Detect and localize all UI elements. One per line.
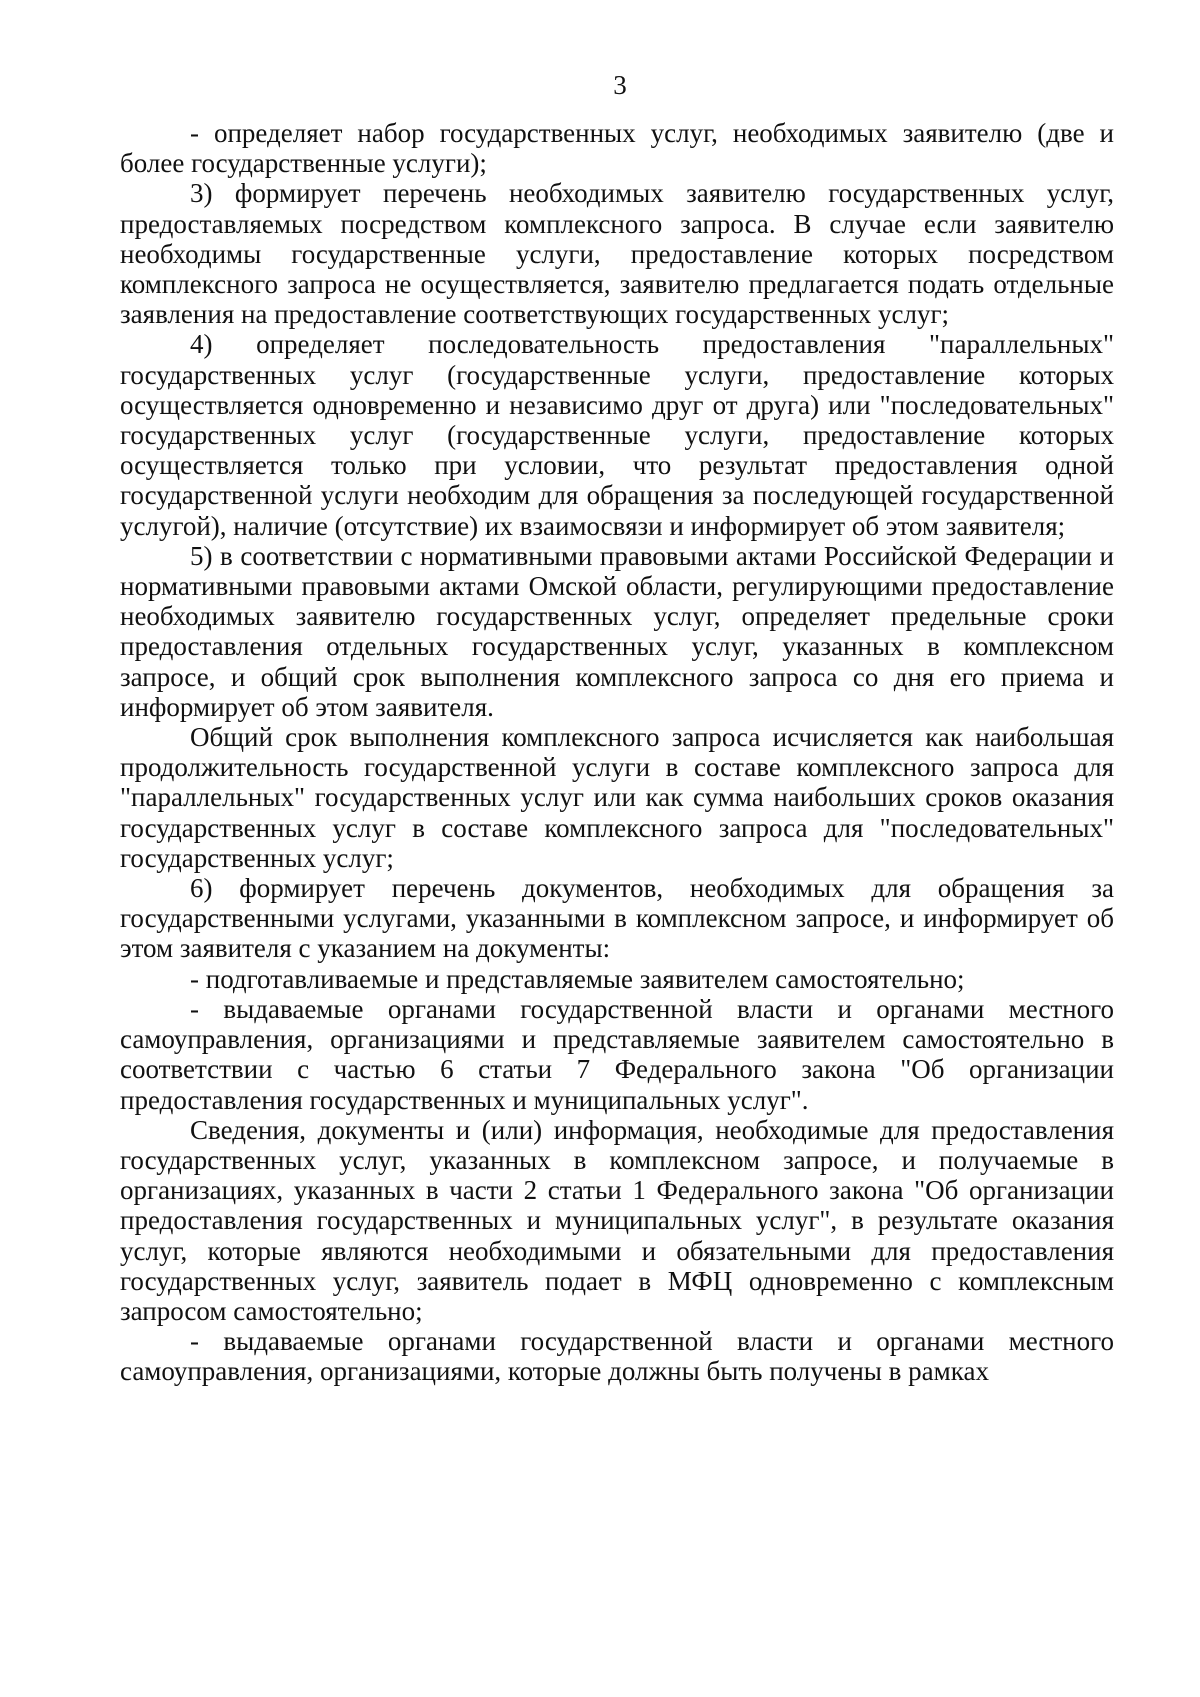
paragraph: 4) определяет последовательность предоставления "параллельных" государственных услуг (государственные услуги, предоставление которых осуществляется одновременно и независимо друг от друга) или "последовательных" государственных услуг (государственные услуги, предоставление которых осуществляется только при условии, что результат предоставления одной государственной услуги необходим для обращения за последующей государственной услугой), наличие (отсутствие) их взаимосвязи и информирует об этом заявителя; — [120, 329, 1114, 541]
page-number: 3 — [613, 70, 627, 100]
paragraph: - выдаваемые органами государственной власти и органами местного самоуправления, организациями, которые должны быть получены в рамках — [120, 1326, 1114, 1387]
document-body — [120, 118, 1114, 1387]
paragraph: 3) формирует перечень необходимых заявителю государственных услуг, предоставляемых посредством комплексного запроса. В случае если заявителю необходимы государственные услуги, предоставление которых посредством комплексного запроса не осуществляется, заявителю предлагается подать отдельные заявления на предоставление соответствующих государственных услуг; — [120, 178, 1114, 330]
paragraph: Общий срок выполнения комплексного запроса исчисляется как наибольшая продолжительность государственной услуги в составе комплексного запроса для "параллельных" государственных услуг или как сумма наибольших сроков оказания государственных услуг в составе комплексного запроса для "последовательных" государственных услуг; — [120, 722, 1114, 873]
paragraph: - определяет набор государственных услуг, необходимых заявителю (две и более государственные услуги); — [120, 118, 1114, 179]
paragraph: 5) в соответствии с нормативными правовыми актами Российской Федерации и нормативными правовыми актами Омской области, регулирующими предоставление необходимых заявителю государственных услуг, определяет предельные сроки предоставления отдельных государственных услуг, указанных в комплексном запросе, и общий срок выполнения комплексного запроса со дня его приема и информирует об этом заявителя. — [120, 540, 1114, 722]
paragraph: - выдаваемые органами государственной власти и органами местного самоуправления, организациями и представляемые заявителем самостоятельно в соответствии с частью 6 статьи 7 Федерального закона "Об организации предоставления государственных и муниципальных услуг". — [120, 993, 1114, 1115]
paragraph: Сведения, документы и (или) информация, необходимые для предоставления государственных услуг, указанных в комплексном запросе, и получаемые в организациях, указанных в части 2 статьи 1 Федерального закона "Об организации предоставления государственных и муниципальных услуг", в результате оказания услуг, которые являются необходимыми и обязательными для предоставления государственных услуг, заявитель подает в МФЦ одновременно с комплексным запросом самостоятельно; — [120, 1114, 1114, 1326]
paragraph: - подготавливаемые и представляемые заявителем самостоятельно; — [190, 963, 965, 994]
paragraph: 6) формирует перечень документов, необходимых для обращения за государственными услугами, указанными в комплексном запросе, и информирует об этом заявителя с указанием на документы: — [120, 873, 1114, 964]
